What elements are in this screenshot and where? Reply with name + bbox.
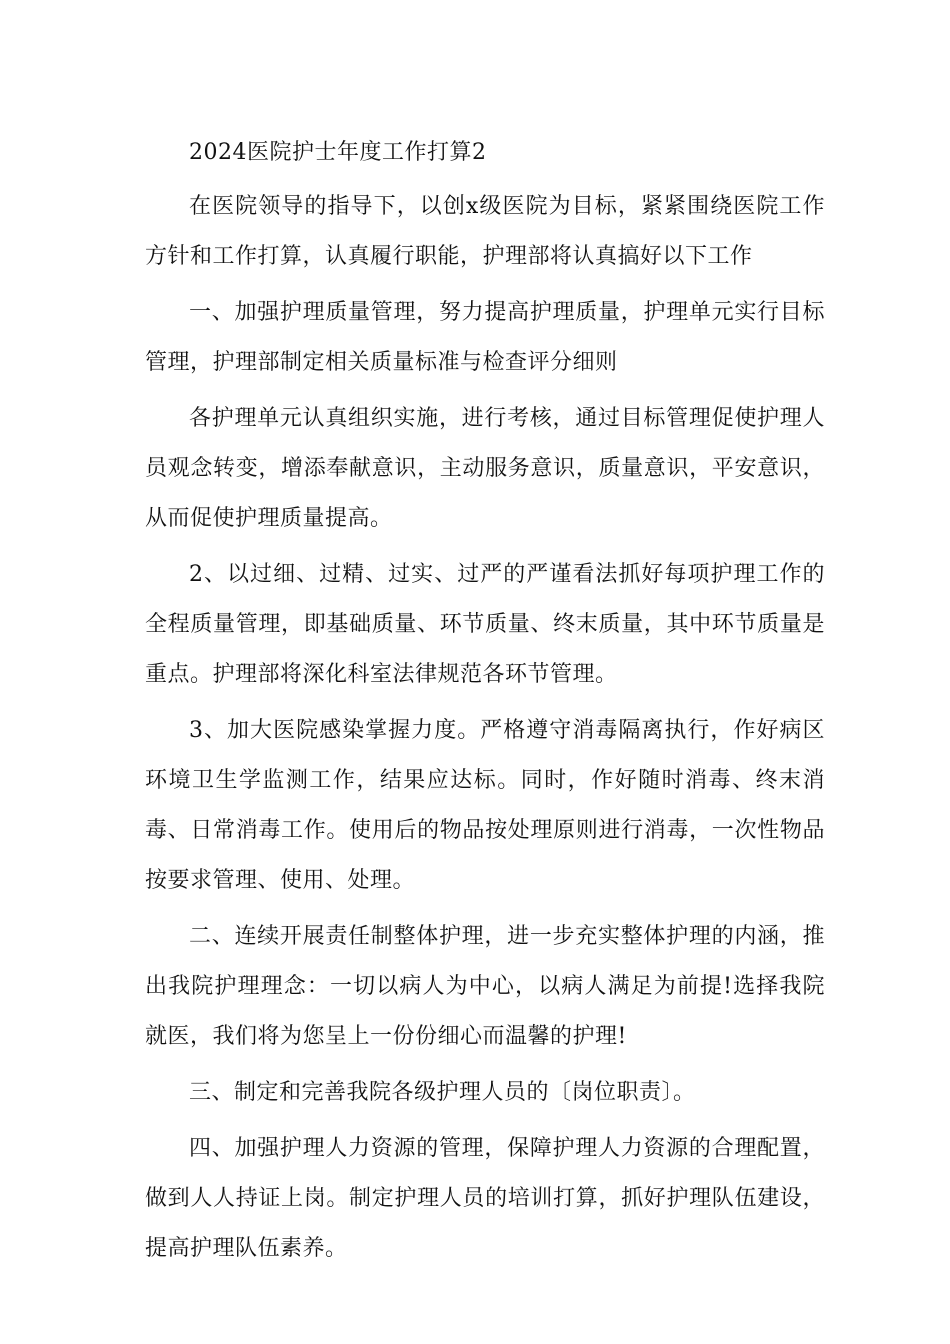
paragraph-quality-management: 一、加强护理质量管理，努力提高护理质量，护理单元实行目标管理，护理部制定相关质量标准与检查评分细则 bbox=[145, 300, 825, 375]
paragraph-job-responsibilities: 三、制定和完善我院各级护理人员的〔岗位职责〕。 bbox=[189, 1080, 696, 1105]
paragraph-intro: 在医院领导的指导下，以创x级医院为目标，紧紧围绕医院工作方针和工作打算，认真履行职能，护理部将认真搞好以下工作 bbox=[145, 194, 825, 269]
paragraph-human-resources: 四、加强护理人力资源的管理，保障护理人力资源的合理配置，做到人人持证上岗。制定护理人员的培训打算，抓好护理队伍建设，提高护理队伍素养。 bbox=[145, 1136, 825, 1261]
paragraph-infection-control: 3、加大医院感染掌握力度。严格遵守消毒隔离执行，作好病区环境卫生学监测工作，结果应达标。同时，作好随时消毒、终末消毒、日常消毒工作。使用后的物品按处理原则进行消毒，一次性物品按要求管理、使用、处理。 bbox=[145, 718, 825, 893]
paragraph-process-quality: 2、以过细、过精、过实、过严的严谨看法抓好每项护理工作的全程质量管理，即基础质量、环节质量、终末质量，其中环节质量是重点。护理部将深化科室法律规范各环节管理。 bbox=[145, 562, 825, 687]
document-title: 2024医院护士年度工作打算2 bbox=[189, 140, 487, 165]
paragraph-unit-implementation: 各护理单元认真组织实施，进行考核，通过目标管理促使护理人员观念转变，增添奉献意识，主动服务意识，质量意识，平安意识，从而促使护理质量提高。 bbox=[145, 406, 825, 531]
paragraph-holistic-nursing: 二、连续开展责任制整体护理，进一步充实整体护理的内涵，推出我院护理理念：一切以病人为中心，以病人满足为前提!选择我院就医，我们将为您呈上一份份细心而温馨的护理! bbox=[145, 924, 825, 1049]
document-body bbox=[145, 128, 825, 1280]
